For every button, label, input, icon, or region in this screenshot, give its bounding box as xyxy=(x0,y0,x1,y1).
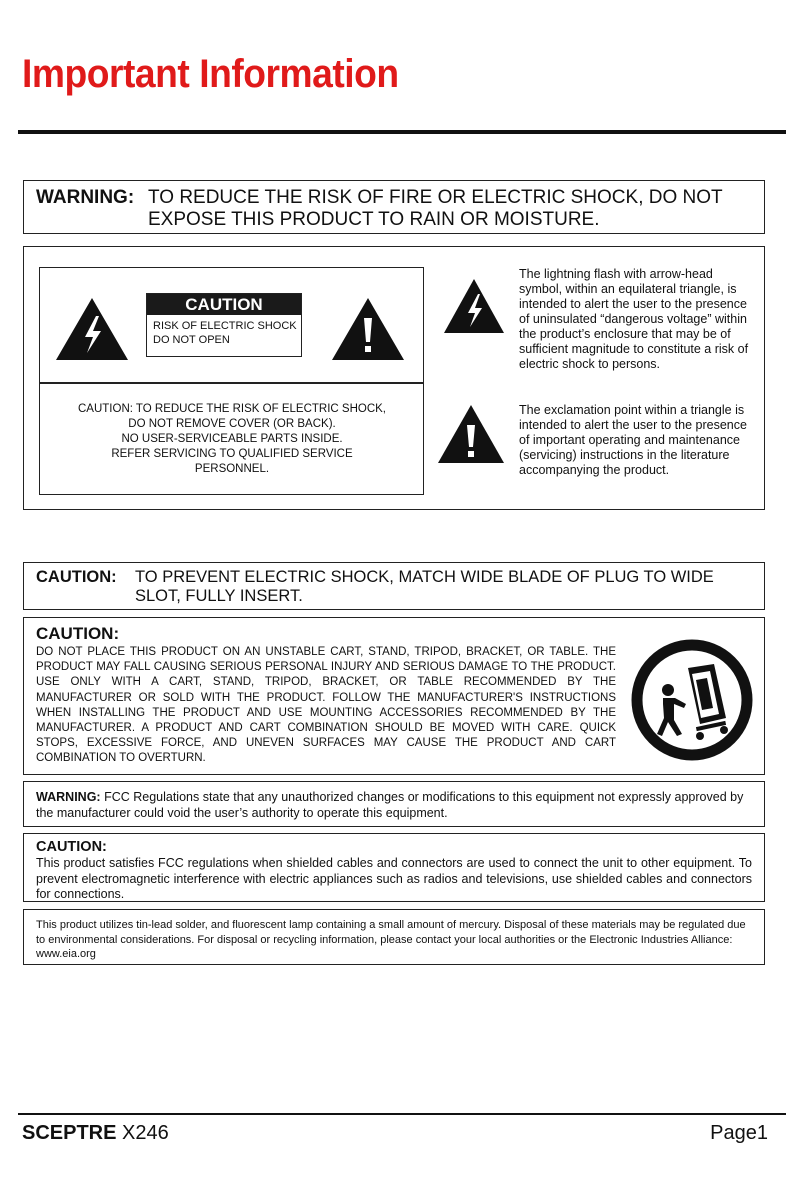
fcc-caution-heading: CAUTION: xyxy=(36,839,107,855)
fcc-warning-text: FCC Regulations state that any unauthorized changes or modifications to this equipment not expressly approved by the manufacturer could void the user’s authority to operate this equipment. xyxy=(36,790,744,820)
lightning-triangle-icon xyxy=(442,277,506,335)
plug-caution-box xyxy=(23,562,765,610)
page-number: Page1 xyxy=(710,1122,768,1144)
lightning-triangle-icon xyxy=(54,296,130,362)
solder-notice-text: This product utilizes tin-lead solder, and fluorescent lamp containing a small amount of mercury. Disposal of these materials may be regulated due to environmental considerations. For disposal or recycling information, please contact your local authorities or the Electronic Industries Alliance: www.eia.org xyxy=(36,919,746,960)
lightning-symbol-description: The lightning flash with arrow-head symbol, within an equilateral triangle, is intended to alert the user to the presence of uninsulated “dangerous voltage” within the product’s enclosure that may be of sufficient magnitude to constitute a risk of electric shock to persons. xyxy=(519,267,749,371)
model-number: X246 xyxy=(122,1122,169,1144)
exclamation-triangle-icon xyxy=(330,296,406,362)
cart-caution-heading: CAUTION: xyxy=(36,624,120,643)
fcc-caution-box xyxy=(23,833,765,902)
caution-badge-line1: RISK OF ELECTRIC SHOCK xyxy=(153,320,297,332)
plug-caution-text: TO PREVENT ELECTRIC SHOCK, MATCH WIDE BLADE OF PLUG TO WIDE SLOT, FULLY INSERT. xyxy=(135,568,714,605)
safety-symbols-panel xyxy=(23,246,765,510)
exclamation-symbol-description: The exclamation point within a triangle is intended to alert the user to the presence of important operating and maintenance (servicing) instructions in the literature accompanying the product. xyxy=(519,403,747,477)
footer-divider xyxy=(18,1113,786,1115)
caution-badge xyxy=(146,293,302,357)
caution-badge-line2: DO NOT OPEN xyxy=(153,334,230,346)
cart-caution-box xyxy=(23,617,765,775)
cart-caution-text: DO NOT PLACE THIS PRODUCT ON AN UNSTABLE CART, STAND, TRIPOD, BRACKET, OR TABLE. THE PRODUCT MAY FALL CAUSING SERIOUS PERSONAL INJURY AND SERIOUS DAMAGE TO THE PRODUCT. USE ONLY WITH A CART, STAND, TRIPOD, BRACKET, OR TABLE RECOMMENDED BY THE MANUFACTURER OR SOLD WITH THE PRODUCT. FOLLOW THE MANUFACTURER'S INSTRUCTIONS WHEN INSTALLING THE PRODUCT AND USE MOUNTING ACCESSORIES RECOMMENDED BY THE MANUFACTURER. A PRODUCT AND CART COMBINATION SHOULD BE MOVED WITH CARE. QUICK STOPS, EXCESSIVE FORCE, AND UNEVEN SURFACES MAY CAUSE THE PRODUCT AND CART COMBINATION TO OVERTURN. xyxy=(36,646,616,765)
fcc-warning-paragraph xyxy=(36,789,752,821)
fcc-warning-box xyxy=(23,781,765,827)
page-title: Important Information xyxy=(22,52,399,96)
shock-caution-text xyxy=(46,402,418,477)
caution-line: REFER SERVICING TO QUALIFIED SERVICE xyxy=(111,448,353,460)
label-divider xyxy=(40,382,423,384)
fcc-warning-label: WARNING: xyxy=(36,790,101,804)
warning-label: WARNING: xyxy=(36,187,135,208)
solder-disposal-notice xyxy=(23,909,765,965)
exclamation-triangle-icon xyxy=(436,403,506,465)
shock-caution-label-box xyxy=(39,267,424,495)
caution-line: NO USER-SERVICEABLE PARTS INSIDE. xyxy=(121,433,343,445)
no-cart-tipping-icon xyxy=(630,638,754,762)
caution-line: CAUTION: TO REDUCE THE RISK OF ELECTRIC SHOCK, xyxy=(78,403,386,415)
title-divider xyxy=(18,130,786,134)
caution-line: DO NOT REMOVE COVER (OR BACK). xyxy=(128,418,336,430)
footer-brand xyxy=(22,1122,169,1145)
caution-line: PERSONNEL. xyxy=(194,463,270,475)
brand-name: SCEPTRE xyxy=(22,1122,117,1144)
warning-text: TO REDUCE THE RISK OF FIRE OR ELECTRIC SHOCK, DO NOT EXPOSE THIS PRODUCT TO RAIN OR MOISTURE. xyxy=(148,187,723,230)
caution-badge-body xyxy=(147,315,301,351)
plug-caution-label: CAUTION: xyxy=(36,568,117,586)
caution-badge-title: CAUTION xyxy=(147,294,301,315)
fcc-caution-text: This product satisfies FCC regulations when shielded cables and connectors are used to connect the unit to other equipment. To prevent electromagnetic interference with electric appliances such as radios and televisions, use shielded cables and connectors for connections. xyxy=(36,856,752,901)
rain-moisture-warning-box xyxy=(23,180,765,234)
